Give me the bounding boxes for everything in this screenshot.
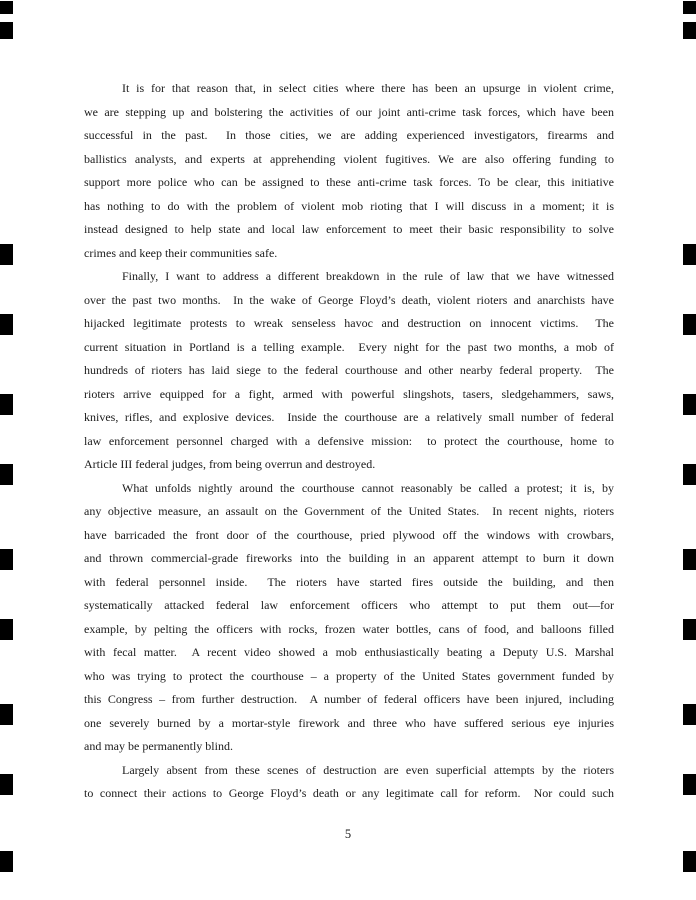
paragraph xyxy=(84,77,614,265)
text-line: with federal personnel inside. The rioters have started fires outside the building, and then xyxy=(84,574,614,589)
paragraph xyxy=(84,265,614,477)
paragraph xyxy=(84,477,614,759)
scan-mark xyxy=(0,549,13,570)
scan-mark xyxy=(0,851,13,872)
text-line: crimes and keep their communities safe. xyxy=(84,245,278,260)
text-line: hijacked legitimate protests to wreak senseless havoc and destruction on innocent victims. The xyxy=(84,316,614,330)
text-line: systematically attacked federal law enforcement officers who attempt to put them out—for xyxy=(84,598,614,612)
text-line: knives, rifles, and explosive devices. Inside the courthouse are a relatively small number of federal xyxy=(84,410,614,424)
paragraph xyxy=(84,759,614,806)
text-line: current situation in Portland is a telling example. Every night for the past two months, a mob of xyxy=(84,339,614,354)
scan-mark xyxy=(683,549,696,570)
text-line: Largely absent from these scenes of destruction are even superficial attempts by the rioters xyxy=(122,762,614,777)
scan-mark xyxy=(683,244,696,265)
text-line: and thrown commercial-grade fireworks into the building in an apparent attempt to burn it down xyxy=(84,551,614,565)
text-line: who was trying to protect the courthouse – a property of the United States government funded by xyxy=(84,668,614,683)
scan-mark xyxy=(0,394,13,415)
text-line: we are stepping up and bolstering the activities of our joint anti-crime task forces, which have been xyxy=(84,104,614,119)
scan-mark xyxy=(683,314,696,335)
text-line: law enforcement personnel charged with a defensive mission: to protect the courthouse, home to xyxy=(84,433,614,448)
scan-mark xyxy=(0,1,13,14)
text-line: have barricaded the front door of the courthouse, pried plywood off the windows with crowbars, xyxy=(84,527,614,542)
text-line: has nothing to do with the problem of violent mob rioting that I will discuss in a moment; it is xyxy=(84,198,614,213)
text-line: It is for that reason that, in select cities where there has been an upsurge in violent crime, xyxy=(122,81,614,95)
text-line: with fecal matter. A recent video showed a mob enthusiastically beating a Deputy U.S. Marshal xyxy=(84,645,614,659)
scan-mark xyxy=(0,464,13,485)
scan-mark xyxy=(0,22,13,39)
scan-mark xyxy=(0,314,13,335)
text-line: rioters arrive equipped for a fight, armed with powerful slingshots, tasers, sledgehammers, saws, xyxy=(84,386,614,401)
text-line: instead designed to help state and local law enforcement to meet their basic responsibility to solve xyxy=(84,222,614,236)
text-line: to connect their actions to George Floyd’s death or any legitimate call for reform. Nor could such xyxy=(84,786,614,800)
scan-mark xyxy=(0,704,13,725)
scan-mark xyxy=(0,774,13,795)
page-number: 5 xyxy=(344,827,352,841)
text-line: successful in the past. In those cities, we are adding experienced investigators, firearms and xyxy=(84,128,614,142)
text-line: Article III federal judges, from being overrun and destroyed. xyxy=(84,457,376,471)
scan-mark xyxy=(683,774,696,795)
text-line: one severely burned by a mortar-style firework and three who have suffered serious eye injuries xyxy=(84,715,614,730)
text-line: any objective measure, an assault on the Government of the United States. In recent nights, rioters xyxy=(84,504,614,518)
text-line: Finally, I want to address a different breakdown in the rule of law that we have witnessed xyxy=(122,269,614,283)
text-line: What unfolds nightly around the courthouse cannot reasonably be called a protest; it is, by xyxy=(122,480,614,495)
text-line: this Congress – from further destruction. A number of federal officers have been injured, including xyxy=(84,692,614,706)
text-line: over the past two months. In the wake of George Floyd’s death, violent rioters and anarchists have xyxy=(84,292,614,307)
scan-mark xyxy=(0,244,13,265)
scan-mark xyxy=(683,22,696,39)
scan-mark xyxy=(683,619,696,640)
scan-mark xyxy=(683,394,696,415)
text-line: ballistics analysts, and experts at apprehending violent fugitives. We are also offering funding to xyxy=(84,151,614,166)
text-line: example, by pelting the officers with rocks, frozen water bottles, cans of food, and balloons filled xyxy=(84,621,614,636)
scan-mark xyxy=(0,619,13,640)
text-line: hundreds of rioters has laid siege to the federal courthouse and other nearby federal property. The xyxy=(84,363,614,377)
scan-mark xyxy=(683,851,696,872)
scan-mark xyxy=(683,464,696,485)
scan-mark xyxy=(683,704,696,725)
scan-mark xyxy=(683,1,696,14)
text-line: support more police who can be assigned to these anti-crime task forces. To be clear, this initiative xyxy=(84,175,614,189)
document-body xyxy=(84,77,614,806)
text-line: and may be permanently blind. xyxy=(84,739,233,753)
